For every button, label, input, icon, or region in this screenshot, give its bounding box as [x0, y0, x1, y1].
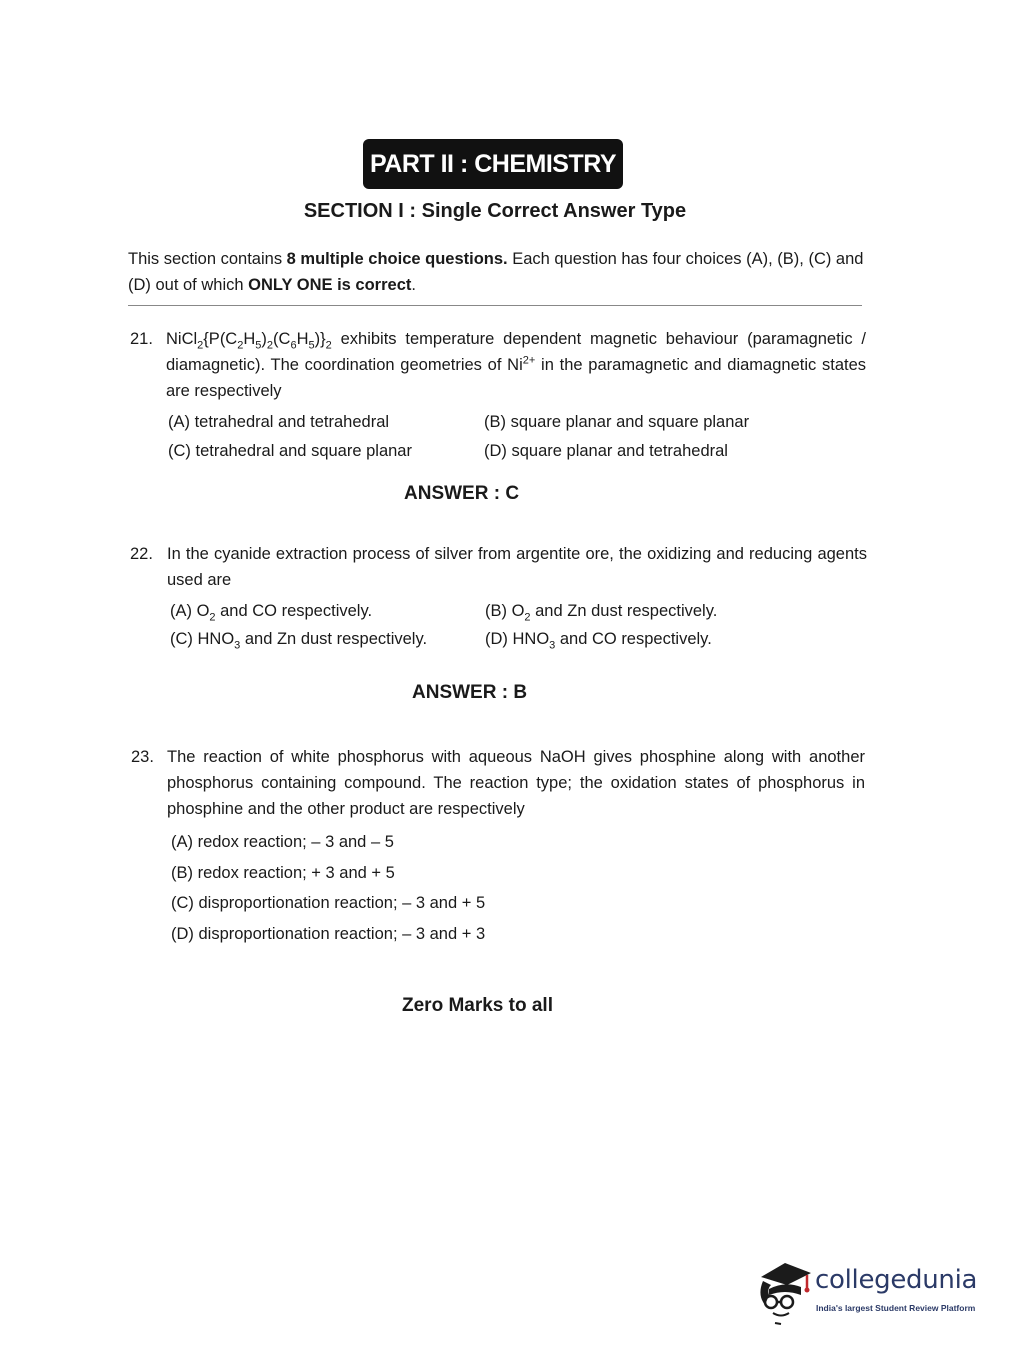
divider [128, 305, 862, 306]
option-c: (C) disproportionation reaction; – 3 and + 5 [171, 894, 486, 912]
option-c: (C) $HNO_3$ and Zn dust respectively. [170, 630, 428, 652]
section-instructions: This section contains 8 multiple choice questions. Each question has four choices (A), (B), (C) and (D) out of which ONLY ONE is correct. [128, 250, 864, 294]
answer-label: ANSWER : C [404, 483, 520, 504]
part-title: PART II : CHEMISTRY [363, 139, 623, 189]
answer-label: ANSWER : B [412, 682, 528, 703]
chemical-formula: $NiCl_2\{P(C_2H_5)_2(C_6H_5)\}_2$ [166, 330, 332, 352]
brand-name: collegedunia [815, 1265, 978, 1295]
graduate-mascot-icon [755, 1255, 813, 1325]
question-number: 22. [130, 545, 153, 563]
section-title: SECTION I : Single Correct Answer Type [303, 200, 687, 222]
question-number: 23. [131, 748, 154, 766]
question-text: In the cyanide extraction process of silver from argentite ore, the oxidizing and reducing agents used are [167, 545, 867, 589]
option-b: (B) square planar and square planar [484, 413, 750, 431]
question-text: The reaction of white phosphorus with aqueous NaOH gives phosphine along with another phosphorus containing compound. The reaction type; the oxidation states of phosphorus in phosphine and the other product are respectively [167, 748, 865, 818]
brand-tagline: India's largest Student Review Platform [816, 1303, 976, 1313]
question-text: $NiCl_2\{P(C_2H_5)_2(C_6H_5)\}_2$ exhibits temperature dependent magnetic behaviour (paramagnetic / diamagnetic). The coordination geometries of $Ni^{2+}$ in the paramagnetic and diamagnetic states are respectively [166, 330, 867, 400]
option-d: (D) disproportionation reaction; – 3 and + 3 [171, 925, 486, 943]
option-d: (D) $HNO_3$ and CO respectively. [485, 630, 712, 652]
option-b: (B) $O_2$ and Zn dust respectively. [485, 602, 718, 624]
option-b: (B) redox reaction; + 3 and + 5 [171, 864, 395, 882]
option-c: (C) tetrahedral and square planar [168, 442, 412, 460]
option-d: (D) square planar and tetrahedral [484, 442, 728, 460]
option-a: (A) tetrahedral and tetrahedral [168, 413, 390, 431]
option-a: (A) redox reaction; – 3 and – 5 [171, 833, 394, 851]
zero-marks-note: Zero Marks to all [402, 995, 553, 1016]
question-number: 21. [130, 330, 153, 348]
option-a: (A) $O_2$ and CO respectively. [170, 602, 373, 624]
